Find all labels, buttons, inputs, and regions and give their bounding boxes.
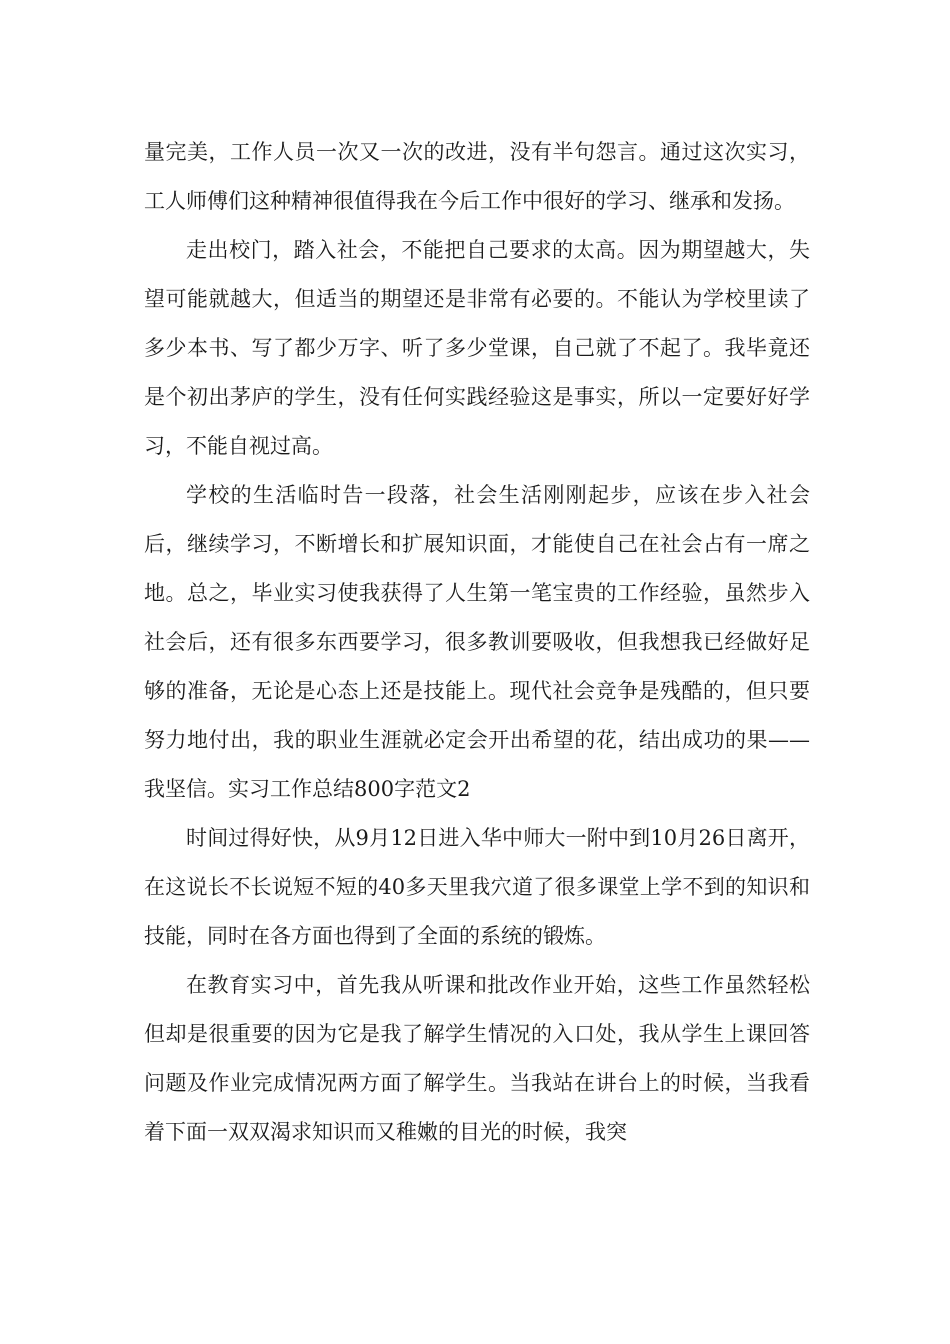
- paragraph-4: 时间过得好快，从9月12日进入华中师大一附中到10月26日离开，在这说长不长说短不短的40多天里我穴道了很多课堂上学不到的知识和技能，同时在各方面也得到了全面的系统的锻炼。: [144, 826, 810, 948]
- paragraph-5: 在教育实习中，首先我从听课和批改作业开始，这些工作虽然轻松但却是很重要的因为它是我了解学生情况的入口处，我从学生上课回答问题及作业完成情况两方面了解学生。当我站在讲台上的时候，当我看着下面一双双渴求知识而又稚嫩的目光的时候，我突: [144, 973, 810, 1144]
- paragraph-2: 走出校门，踏入社会，不能把自己要求的太高。因为期望越大，失望可能就越大，但适当的期望还是非常有必要的。不能认为学校里读了多少本书、写了都少万字、听了多少堂课，自己就了不起了。我毕竟还是个初出茅庐的学生，没有任何实践经验这是事实，所以一定要好好学习，不能自视过高。: [144, 238, 810, 458]
- paragraph-1: 量完美，工作人员一次又一次的改进，没有半句怨言。通过这次实习，工人师傅们这种精神很值得我在今后工作中很好的学习、继承和发扬。: [144, 140, 810, 213]
- paragraph-3: 学校的生活临时告一段落，社会生活刚刚起步，应该在步入社会后，继续学习，不断增长和扩展知识面，才能使自己在社会占有一席之地。总之，毕业实习使我获得了人生第一笔宝贵的工作经验，虽然步入社会后，还有很多东西要学习，很多教训要吸收，但我想我已经做好足够的准备，无论是心态上还是技能上。现代社会竞争是残酷的，但只要努力地付出，我的职业生涯就必定会开出希望的花，结出成功的果——我坚信。实习工作总结800字范文2: [144, 483, 810, 801]
- document-body: [144, 128, 810, 1157]
